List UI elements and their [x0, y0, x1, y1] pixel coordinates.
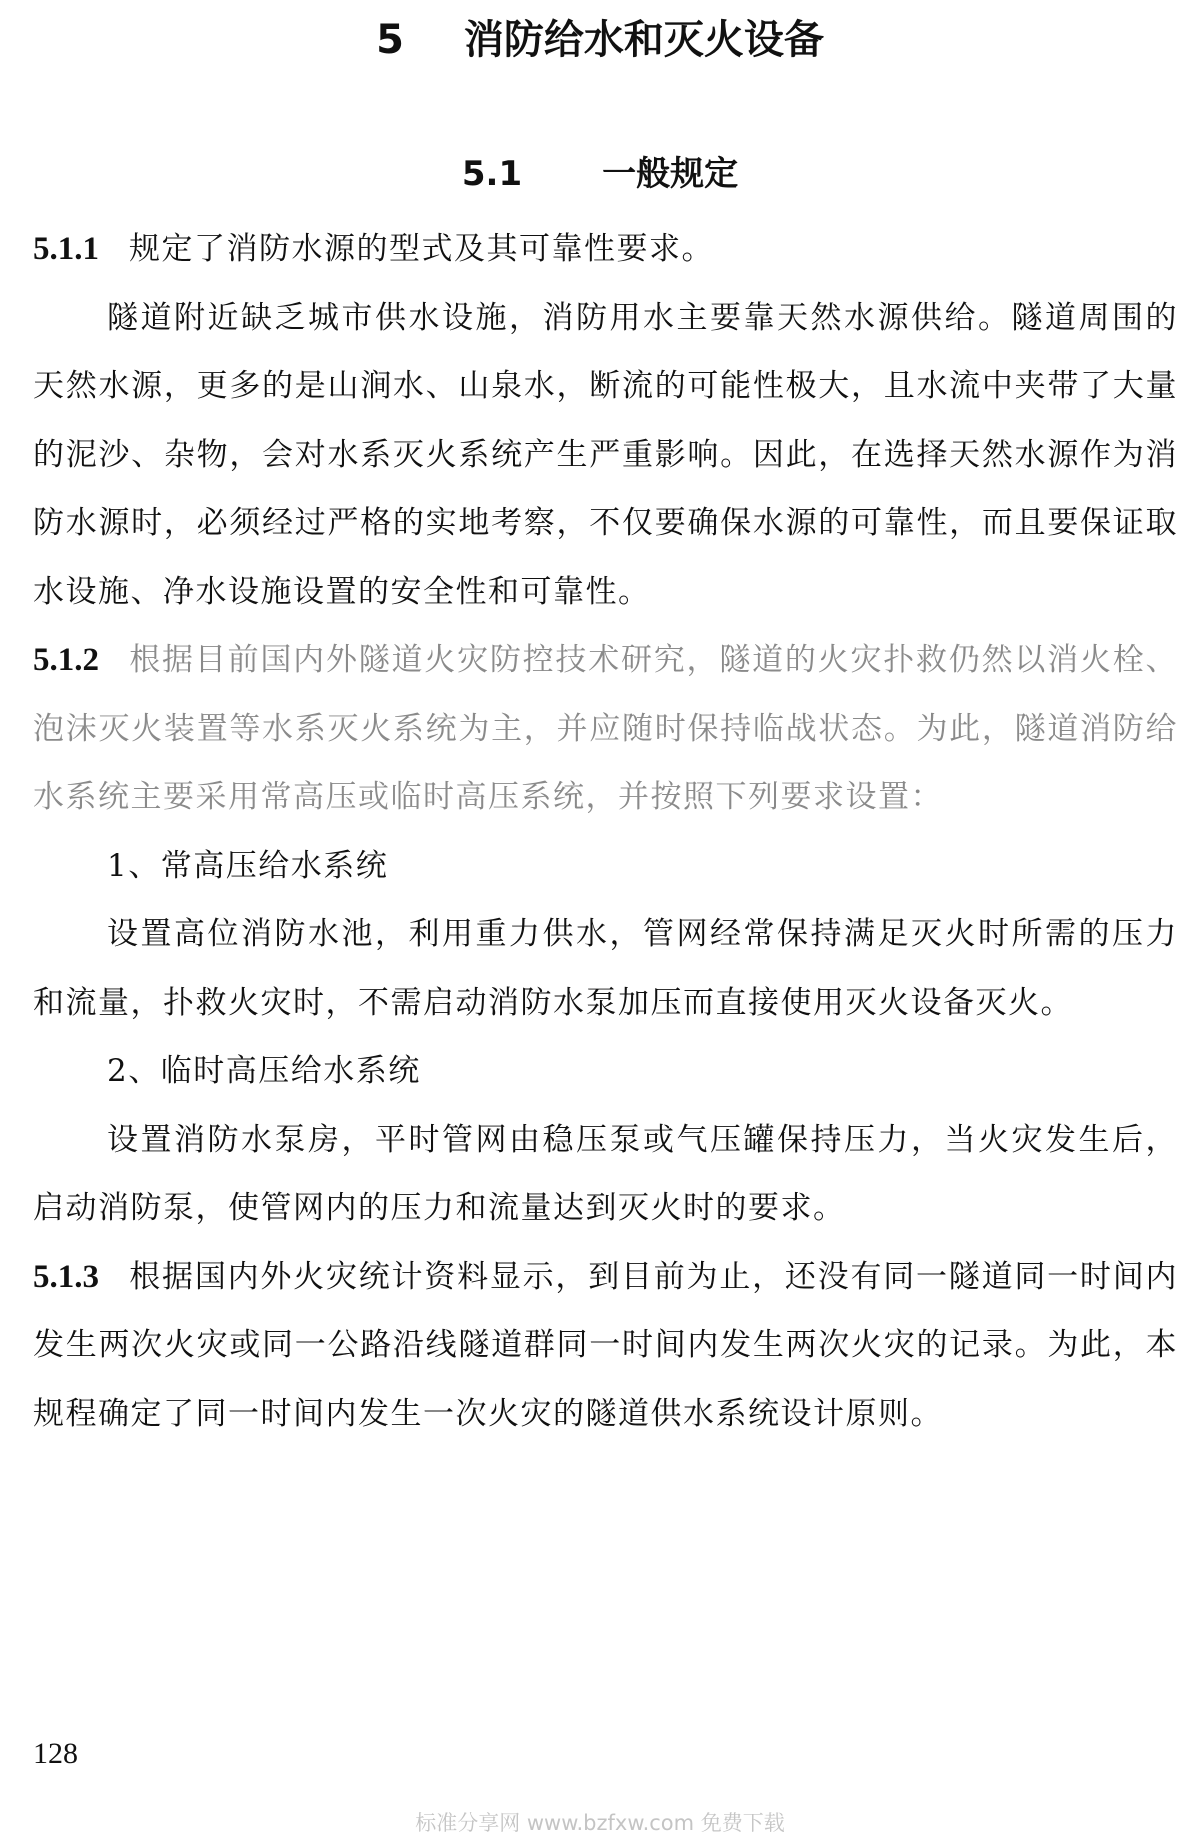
section-title-text: 一般规定 — [602, 154, 739, 194]
clause-5-1-1-explanation: 隧道附近缺乏城市供水设施，消防用水主要靠天然水源供给。隧道周围的天然水源，更多的是山涧水、山泉水，断流的可能性极大，且水流中夹带了大量的泥沙、杂物，会对水系灭火系统产生严重影响。因此，在选择天然水源作为消防水源时，必须经过严格的实地考察，不仅要确保水源的可靠性，而且要保证取水设施、净水设施设置的安全性和可靠性。 — [33, 299, 1178, 610]
item-1-text: 设置高位消防水池，利用重力供水，管网经常保持满足灭火时所需的压力和流量，扑救火灾时，不需启动消防水泵加压而直接使用灭火设备灭火。 — [33, 916, 1178, 1021]
item-2-heading: 2、临时高压给水系统 — [107, 1053, 421, 1089]
chapter-title-text: 消防给水和灭火设备 — [463, 17, 824, 63]
chapter-number: 5 — [376, 17, 404, 63]
clause-5-1-3 — [33, 1243, 1178, 1449]
clause-number: 5.1.3 — [33, 1258, 99, 1295]
clause-text: 规定了消防水源的型式及其可靠性要求。 — [129, 231, 714, 267]
item-2-text: 设置消防水泵房，平时管网由稳压泵或气压罐保持压力，当火灾发生后，启动消防泵，使管网内的压力和流量达到灭火时的要求。 — [33, 1121, 1178, 1226]
clause-number: 5.1.1 — [33, 231, 99, 267]
clause-text: 根据国内外火灾统计资料显示，到目前为止，还没有同一隧道同一时间内发生两次火灾或同一公路沿线隧道群同一时间内发生两次火灾的记录。为此，本规程确定了同一时间内发生一次火灾的隧道供水系统设计原则。 — [33, 1258, 1178, 1432]
clause-text: 根据目前国内外隧道火灾防控技术研究，隧道的火灾扑救仍然以消火栓、泡沫灭火装置等水系灭火系统为主，并应随时保持临战状态。为此，隧道消防给水系统主要采用常高压或临时高压系统，并按照下列要求设置： — [33, 642, 1178, 815]
section-number: 5.1 — [461, 154, 523, 194]
clause-5-1-2 — [33, 626, 1178, 832]
section-title — [0, 144, 1200, 204]
chapter-title — [0, 8, 1200, 72]
clause-number: 5.1.2 — [33, 642, 99, 678]
item-1-heading: 1、常高压给水系统 — [107, 847, 389, 884]
watermark: 标准分享网 www.bzfxw.com 免费下载 — [415, 1811, 785, 1835]
body-text — [33, 215, 1178, 1448]
clause-5-1-1 — [33, 215, 1178, 284]
page-number: 128 — [33, 1737, 78, 1770]
